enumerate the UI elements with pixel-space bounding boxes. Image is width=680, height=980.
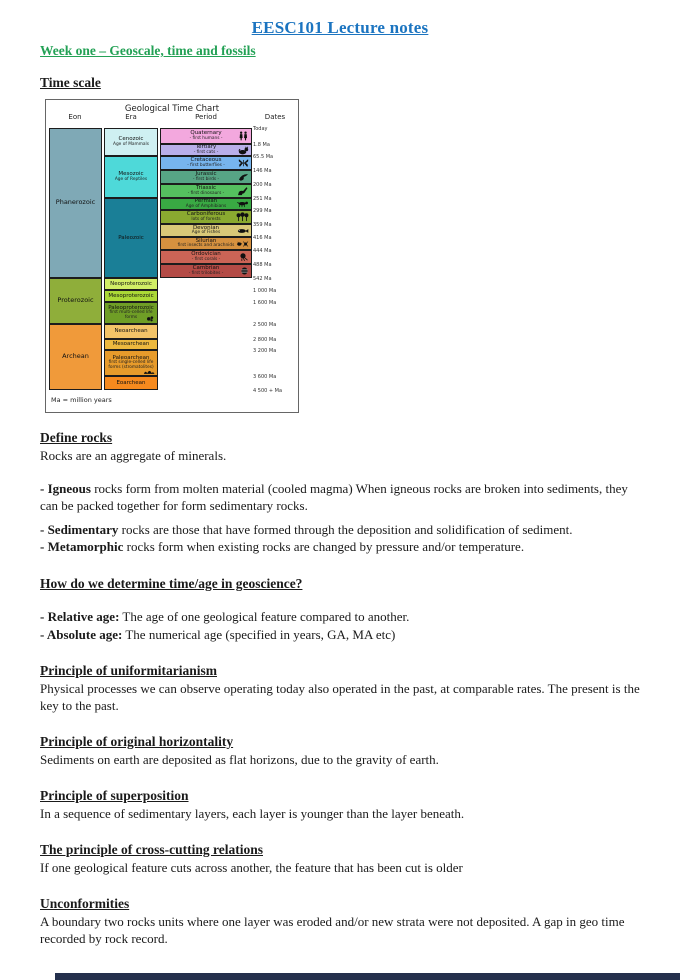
period-annotation: first insects and arachnids bbox=[177, 243, 235, 249]
period-cell bbox=[160, 250, 252, 264]
para-lead: - Metamorphic bbox=[40, 539, 124, 555]
insects-icon bbox=[236, 240, 249, 247]
paragraph: A boundary two rocks units where one layer was eroded and/or new strata were not deposited. A gap in geo time recorded by rock record. bbox=[40, 913, 625, 946]
date-label: 200 Ma bbox=[253, 182, 272, 188]
era-name: Mesozoic bbox=[118, 171, 144, 178]
period-cell bbox=[160, 156, 252, 170]
period-cell bbox=[160, 170, 252, 184]
column-header-period: Period bbox=[195, 113, 217, 121]
period-cell bbox=[160, 237, 252, 250]
date-label: 416 Ma bbox=[253, 235, 272, 241]
chart-footnote: Ma = million years bbox=[51, 396, 112, 404]
era-cell bbox=[104, 324, 158, 339]
section-heading: Define rocks bbox=[40, 430, 113, 445]
eon-name: Phanerozoic bbox=[55, 198, 96, 207]
period-name: Triassic bbox=[196, 185, 216, 192]
cat-icon bbox=[238, 146, 249, 155]
date-label: Today bbox=[253, 126, 268, 132]
butterfly-icon bbox=[238, 159, 249, 168]
period-name: Silurian bbox=[195, 237, 217, 244]
section-heading: Principle of original horizontality bbox=[40, 733, 234, 749]
fish-icon bbox=[237, 227, 249, 234]
period-cell bbox=[160, 128, 252, 144]
date-label: 1.8 Ma bbox=[253, 142, 270, 148]
era-name: Neoproterozoic bbox=[110, 280, 152, 287]
date-label: 2 500 Ma bbox=[253, 322, 277, 328]
era-annotation: Age of Reptiles bbox=[114, 176, 148, 182]
date-label: 1 000 Ma bbox=[253, 288, 277, 294]
period-name: Cambrian bbox=[192, 265, 220, 272]
era-cell bbox=[104, 302, 158, 324]
geologic-chart bbox=[45, 99, 299, 413]
era-name: Eoarchean bbox=[116, 379, 146, 386]
amphibian-icon bbox=[237, 201, 249, 208]
bird-icon bbox=[238, 173, 249, 182]
multicell-icon bbox=[146, 315, 155, 322]
section-heading: Principle of superposition bbox=[40, 787, 189, 803]
date-label: 146 Ma bbox=[253, 168, 272, 174]
dinosaur-icon bbox=[237, 186, 249, 196]
time-scale-heading: Time scale bbox=[40, 75, 101, 90]
date-label: 444 Ma bbox=[253, 248, 272, 254]
period-annotation: - first corals - bbox=[191, 256, 221, 262]
era-cell bbox=[104, 339, 158, 350]
period-name: Carboniferous bbox=[186, 211, 226, 218]
page-title: EESC101 Lecture notes bbox=[251, 18, 429, 37]
period-name: Jurassic bbox=[195, 171, 217, 178]
era-name: Mesoarchean bbox=[112, 341, 150, 348]
nautiloid-icon bbox=[239, 253, 249, 262]
next-page-edge bbox=[55, 973, 680, 980]
column-header-era: Era bbox=[125, 113, 137, 121]
trees-icon bbox=[236, 212, 249, 222]
period-name: Quaternary bbox=[190, 130, 222, 137]
para-lead: - Absolute age: bbox=[40, 626, 123, 642]
date-label: 488 Ma bbox=[253, 262, 272, 268]
date-label: 542 Ma bbox=[253, 276, 272, 282]
era-cell bbox=[104, 198, 158, 278]
stromatolite-icon bbox=[143, 367, 155, 374]
para-lead: - Igneous bbox=[40, 480, 91, 496]
period-annotation: - first butterflies - bbox=[187, 162, 225, 168]
content bbox=[40, 429, 640, 947]
period-cell bbox=[160, 184, 252, 198]
period-cell bbox=[160, 198, 252, 210]
era-name: Paleoarchean bbox=[112, 355, 150, 362]
para-lead: - Relative age: bbox=[40, 609, 120, 625]
paragraph: - Igneous rocks form from molten material (cooled magma) When igneous rocks are broken into sediments, they can be packed together for form sedimentary rocks. bbox=[40, 480, 628, 514]
period-cell bbox=[160, 224, 252, 237]
trilobite-icon bbox=[240, 267, 249, 276]
period-annotation: - first trilobites - bbox=[188, 270, 224, 276]
era-annotation: Age of Mammals bbox=[113, 141, 149, 147]
eon-name: Proterozoic bbox=[57, 296, 94, 305]
era-name: Mesoproterozoic bbox=[108, 292, 154, 299]
period-annotation: - first birds - bbox=[192, 176, 220, 182]
section-heading: How do we determine time/age in geoscience? bbox=[40, 575, 303, 591]
section-heading: The principle of cross-cutting relations bbox=[40, 841, 263, 857]
eon-name: Archean bbox=[62, 352, 89, 361]
humans-icon bbox=[238, 131, 249, 142]
period-annotation: - first cats - bbox=[193, 149, 219, 155]
paragraph: Rocks are an aggregate of minerals. bbox=[40, 447, 227, 463]
period-annotation: lots of forests bbox=[191, 216, 221, 222]
date-label: 1 600 Ma bbox=[253, 300, 277, 306]
date-label: 299 Ma bbox=[253, 208, 272, 214]
date-label: 4 500 + Ma bbox=[253, 388, 283, 394]
date-label: 3 200 Ma bbox=[253, 348, 277, 354]
era-name: Paleoproterozoic bbox=[108, 305, 154, 312]
paragraph: - Sedimentary rocks are those that have formed through the deposition and solidification of sediment. bbox=[40, 522, 573, 538]
column-header-eon: Eon bbox=[68, 113, 82, 121]
period-annotation: Age of Amphibians bbox=[185, 203, 227, 209]
eon-cell bbox=[49, 324, 102, 390]
date-label: 3 600 Ma bbox=[253, 374, 277, 380]
time-chart-figure bbox=[0, 91, 680, 421]
period-annotation: - first dinosaurs - bbox=[187, 190, 225, 196]
period-cell bbox=[160, 264, 252, 278]
paragraph: - Relative age: The age of one geological feature compared to another. bbox=[40, 609, 410, 625]
paragraph: If one geological feature cuts across another, the feature that has been cut is older bbox=[40, 859, 463, 875]
column-header-dates: Dates bbox=[264, 113, 286, 121]
period-name: Permian bbox=[194, 198, 218, 205]
eon-cell bbox=[49, 278, 102, 324]
era-cell bbox=[104, 376, 158, 390]
para-lead: - Sedimentary bbox=[40, 522, 119, 538]
period-annotation: Age of Fishes bbox=[191, 230, 221, 236]
chart-title: Geological Time Chart bbox=[124, 104, 220, 114]
period-name: Ordovician bbox=[191, 251, 221, 258]
era-name: Cenozoic bbox=[118, 136, 144, 143]
date-label: 251 Ma bbox=[253, 196, 272, 202]
period-annotation: - first humans - bbox=[189, 135, 223, 141]
week-heading: Week one – Geoscale, time and fossils bbox=[40, 43, 256, 58]
date-label: 65.5 Ma bbox=[253, 154, 274, 160]
era-annotation: first single-celled life forms (stromatolites) bbox=[108, 360, 154, 371]
period-name: Devonian bbox=[192, 224, 220, 231]
era-cell bbox=[104, 128, 158, 156]
period-name: Tertiary bbox=[195, 144, 217, 151]
eon-cell bbox=[49, 128, 102, 278]
era-annotation: first multi-celled life forms bbox=[109, 310, 153, 321]
era-cell bbox=[104, 278, 158, 290]
section-heading: Principle of uniformitarianism bbox=[40, 662, 217, 678]
era-name: Paleozoic bbox=[118, 234, 144, 241]
date-label: 359 Ma bbox=[253, 222, 272, 228]
era-cell bbox=[104, 156, 158, 198]
paragraph: Sediments on earth are deposited as flat horizons, due to the gravity of earth. bbox=[40, 751, 439, 767]
era-cell bbox=[104, 290, 158, 302]
era-cell bbox=[104, 350, 158, 376]
period-cell bbox=[160, 144, 252, 156]
era-name: Neoarchean bbox=[114, 328, 148, 335]
period-name: Cretaceous bbox=[190, 157, 222, 164]
paragraph: - Metamorphic rocks form when existing rocks are changed by pressure and/or temperature. bbox=[40, 539, 525, 555]
paragraph: Physical processes we can observe operating today also operated in the past, at comparable rates. The present is the key to the past. bbox=[40, 680, 640, 713]
paragraph: In a sequence of sedimentary layers, each layer is younger than the layer beneath. bbox=[40, 805, 465, 821]
date-label: 2 800 Ma bbox=[253, 337, 277, 343]
section-heading: Unconformities bbox=[40, 895, 130, 911]
paragraph: - Absolute age: The numerical age (specified in years, GA, MA etc) bbox=[40, 626, 396, 642]
period-cell bbox=[160, 210, 252, 224]
